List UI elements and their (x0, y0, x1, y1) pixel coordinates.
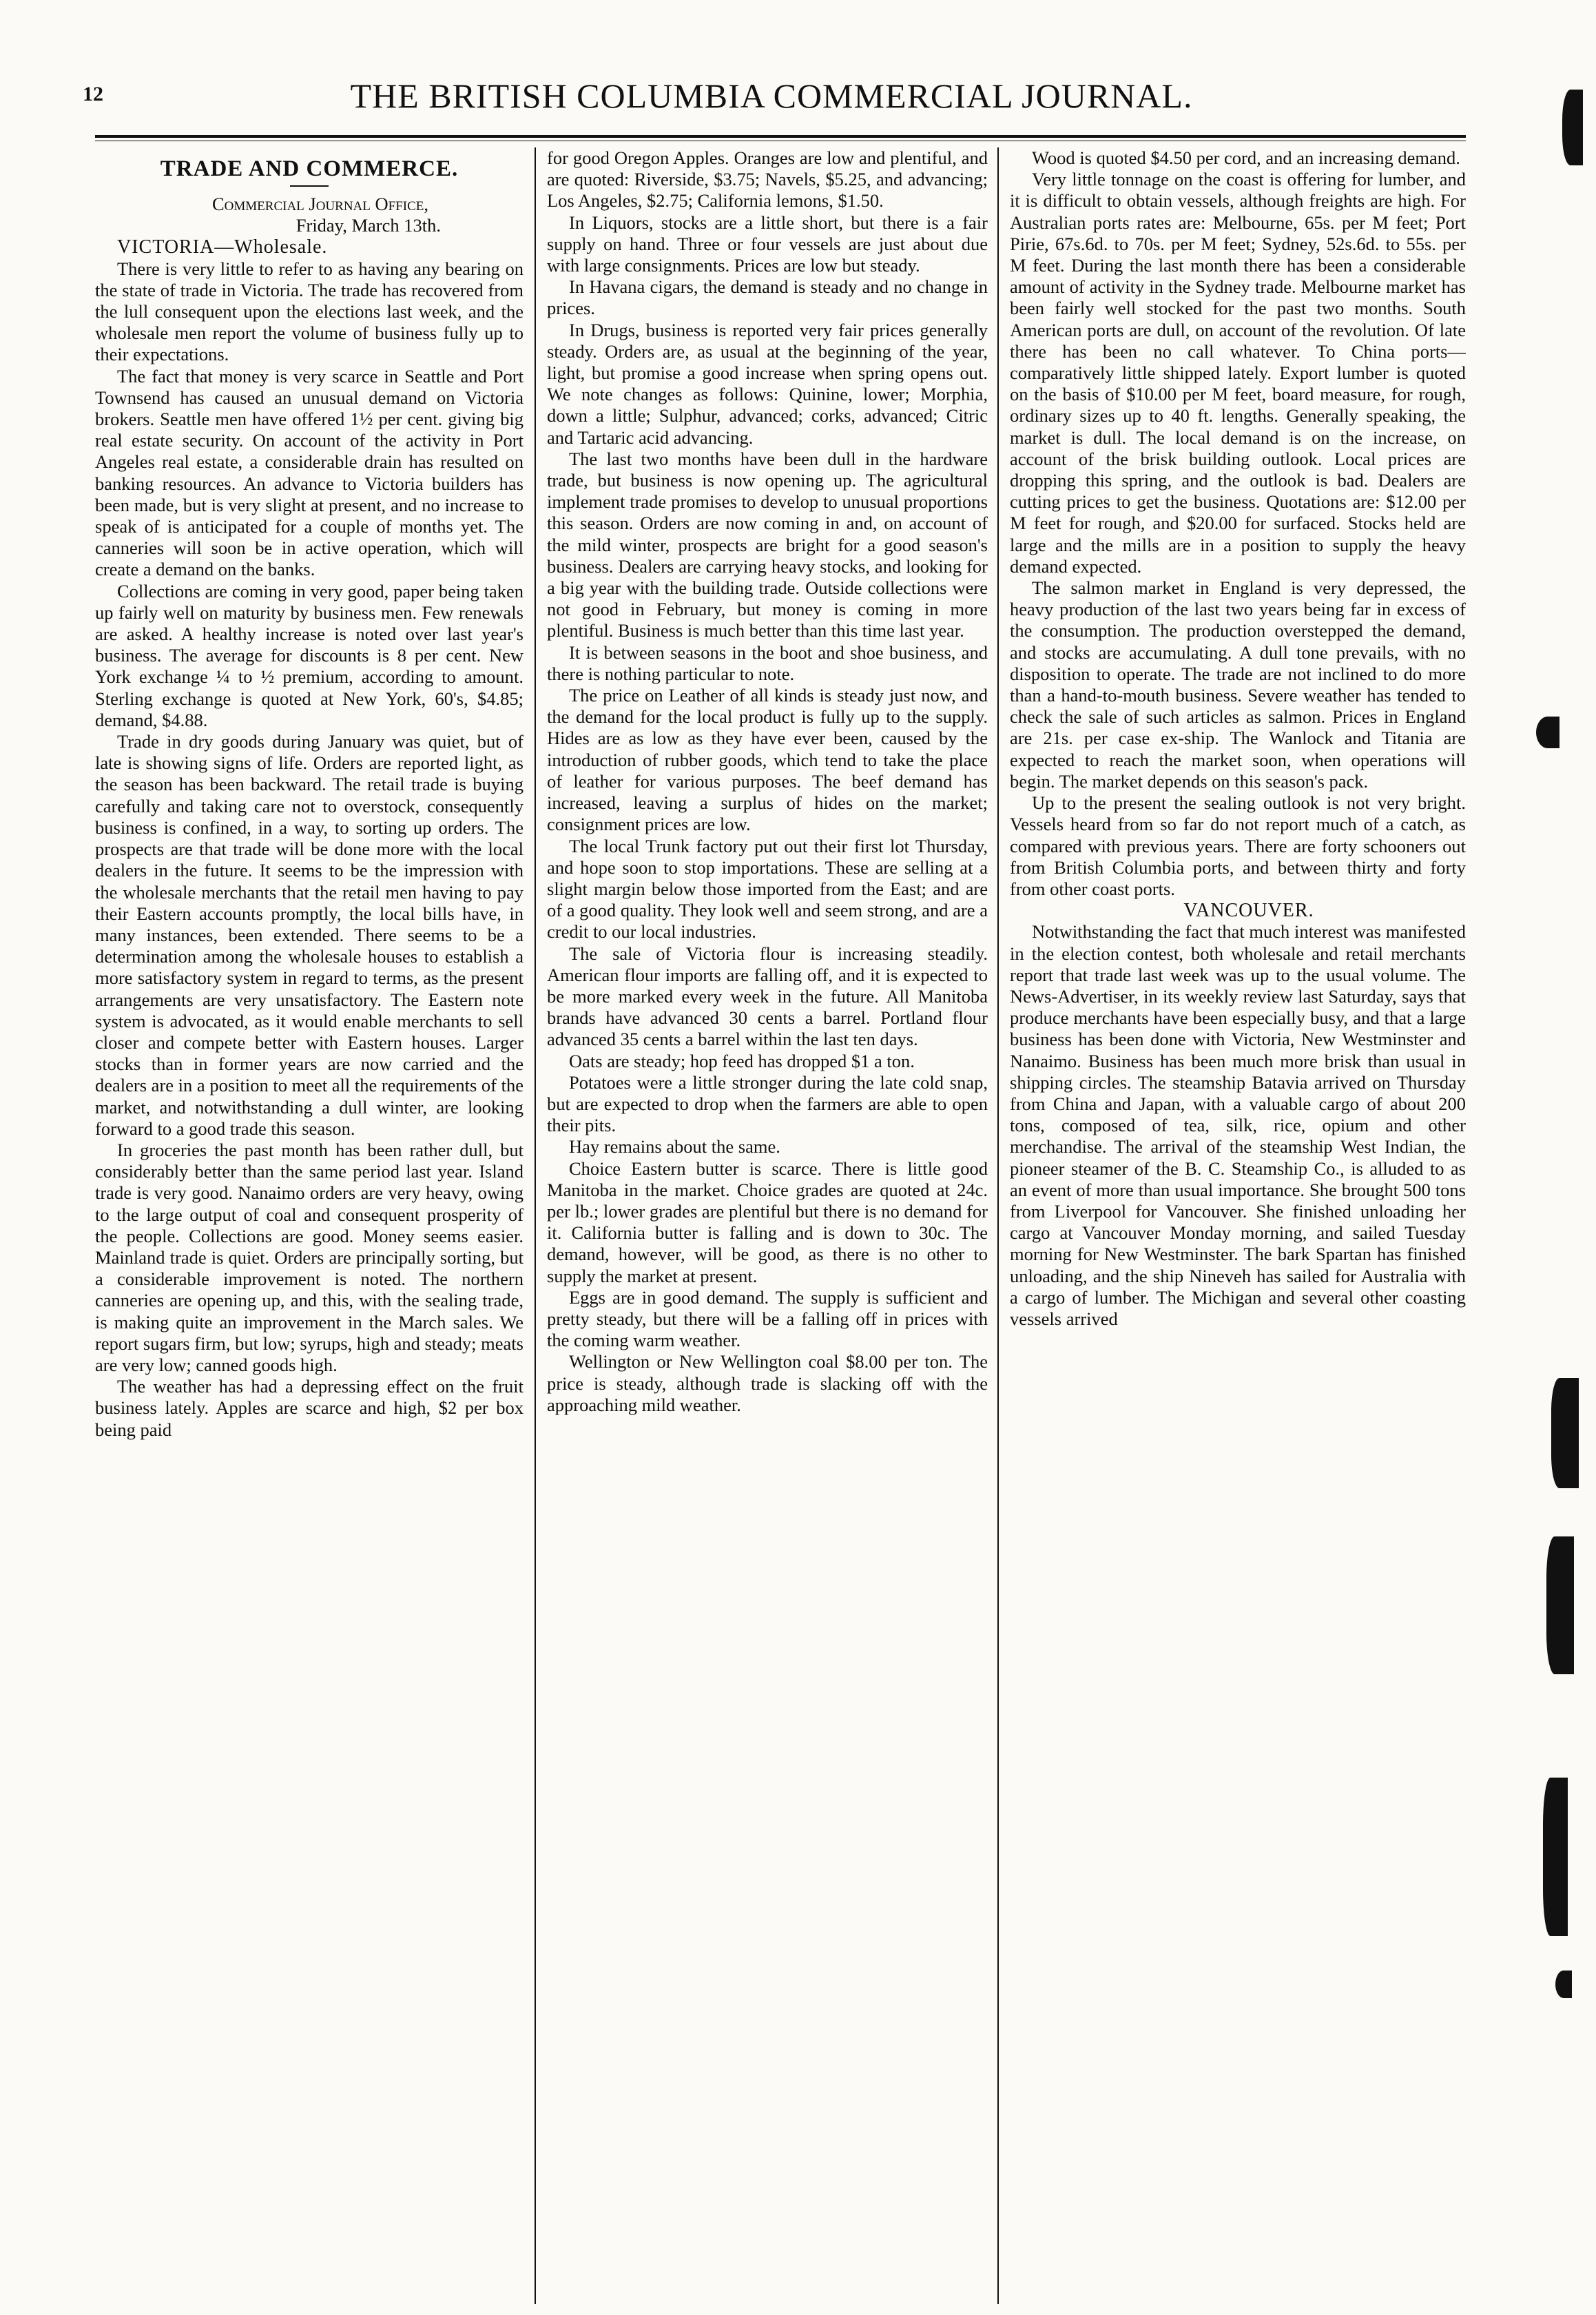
paragraph: Eggs are in good demand. The supply is sufficient and pretty steady, but there will be a falling off in prices with the coming warm weather. (547, 1286, 988, 1351)
edge-damage-mark (1536, 717, 1559, 748)
paragraph: Trade in dry goods during January was quiet, but of late is showing signs of life. Orders are reported light, as the season has been backward. The retail trade is buying carefully and taking care not to overstock, consequently business is confined, in a way, to sorting up orders. The prospects are that trade will be done more with the local dealers in the future. It seems to be the impression with the wholesale merchants that the retail men having to pay their Eastern accounts promptly, the local bills have, in many instances, been extended. There seems to be a determination among the wholesale houses to establish a more satisfactory system in regard to terms, as the present arrangements are very unsatisfactory. The Eastern note system is advocated, as it would enable merchants to sell closer and compete better with Eastern houses. Larger stocks than in former years are now carried and the dealers are in a position to meet all the requirements of the market, and notwithstanding a dull winter, are looking forward to a good trade this season. (95, 731, 524, 1139)
subhead-vancouver: VANCOUVER. (1183, 900, 1314, 922)
header-rule (95, 135, 1466, 138)
paragraph: The sale of Victoria flour is increasing steadily. American flour imports are falling off, and it is expected to be more marked every week in the future. All Manitoba brands have advanced 30 cents a barrel. Portland flour advanced 35 cents a barrel within the last ten days. (547, 943, 988, 1050)
paragraph: The fact that money is very scarce in Seattle and Port Townsend has caused an unusual demand on Victoria brokers. Seattle men have offered 1½ per cent. giving big real estate security. On account of the activity in Port Angeles real estate, a considerable drain has resulted on banking resources. An advance to Victoria builders has been made, but is very slight at present, and no increase to speak of is anticipated for a couple of months yet. The canneries will soon be in active operation, which will create a demand on the banks. (95, 365, 524, 580)
edge-damage-mark (1546, 1536, 1574, 1674)
paragraph: for good Oregon Apples. Oranges are low and plentiful, and are quoted: Riverside, $3.75; Navels, $5.25, and advancing; Los Angeles, $2.75; California lemons, $1.50. (547, 147, 988, 212)
paragraph: Oats are steady; hop feed has dropped $1 a ton. (569, 1050, 915, 1071)
paragraph: Choice Eastern butter is scarce. There is little good Manitoba in the market. Choice grades are quoted at 24c. per lb.; lower grades are plentiful but there is no demand for it. California butter is falling and is down to 30c. The demand, however, will be good, as there is no other to supply the market at present. (547, 1158, 988, 1286)
office-line: Commercial Journal Office, (211, 194, 429, 215)
section-title: TRADE AND COMMERCE. (160, 156, 459, 181)
paragraph: Collections are coming in very good, paper being taken up fairly well on maturity by business men. Few renewals are asked. A healthy increase is noted over last year's business. The average for discounts is 8 per cent. New York exchange ¼ to ½ premium, according to amount. Sterling exchange is quoted at New York, 60's, $4.85; demand, $4.88. (95, 580, 524, 730)
paragraph: In Drugs, business is reported very fair prices generally steady. Orders are, as usual at the beginning of the year, light, but promise a good increase when spring opens out. We note changes as follows: Quinine, lower; Morphia, down a little; Sulphur, advanced; corks, advanced; Citric and Tartaric acid advancing. (547, 319, 988, 448)
paragraph: The salmon market in England is very depressed, the heavy production of the last two years being far in excess of the consumption. The production overstepped the demand, and stocks are accumulating. A dull tone prevails, with no disposition to operate. The trade are not inclined to do more than a hand-to-mouth business. Severe weather has tended to check the sale of such articles as salmon. Prices in England are 21s. per case ex-ship. The Wanlock and Titania are expected to reach the market soon, when operations will begin. The market depends on this season's pack. (1010, 577, 1466, 792)
edge-damage-mark (1555, 1971, 1572, 1998)
paragraph: In Havana cigars, the demand is steady and no change in prices. (547, 276, 988, 319)
edge-damage-mark (1551, 1378, 1579, 1488)
column-2 (536, 147, 999, 2304)
paragraph: There is very little to refer to as having any bearing on the state of trade in Victoria. The trade has recovered from the lull consequent upon the elections last week, and the wholesale men report the volume of business fully up to their expectations. (95, 258, 524, 365)
column-1 (95, 147, 536, 2304)
paragraph: Hay remains about the same. (569, 1136, 780, 1158)
paragraph: The price on Leather of all kinds is steady just now, and the demand for the local product is fully up to the supply. Hides are as low as they have ever been, caused by the introduction of rubber goods, which tend to take the place of leather for various purposes. The beef demand has increased, leaving a surplus of hides on the market; consignment prices are low. (547, 685, 988, 835)
subhead-victoria: VICTORIA—Wholesale. (117, 236, 328, 258)
paragraph: Potatoes were a little stronger during the late cold snap, but are expected to drop when the farmers are able to open their pits. (547, 1071, 988, 1136)
journal-title: THE BRITISH COLUMBIA COMMERCIAL JOURNAL. (350, 76, 1193, 115)
paragraph: In groceries the past month has been rather dull, but considerably better than the same period last year. Island trade is very good. Nanaimo orders are very heavy, owing to the large output of coal and consequent prosperity of the people. Collections are good. Money seems easier. Mainland trade is quiet. Orders are principally sorting, but a considerable improvement is noted. The northern canneries are opening up, and this, with the sealing trade, is making quite an improvement in the March sales. We report sugars firm, but low; syrups, high and steady; meats are very low; canned goods high. (95, 1139, 524, 1375)
paragraph: Up to the present the sealing outlook is not very bright. Vessels heard from so far do not report much of a catch, as compared with previous years. There are forty schooners out from British Columbia ports, and between thirty and forty from other coast ports. (1010, 792, 1466, 899)
paragraph: In Liquors, stocks are a little short, but there is a fair supply on hand. Three or four vessels are just about due with large consignments. Prices are low but steady. (547, 212, 988, 276)
page-number: 12 (83, 83, 103, 105)
title-rule (290, 185, 329, 187)
paragraph: The weather has had a depressing effect on the fruit business lately. Apples are scarce and high, $2 per box being paid (95, 1376, 524, 1440)
paragraph: Wood is quoted $4.50 per cord, and an increasing demand. (1032, 147, 1460, 168)
paragraph: The local Trunk factory put out their first lot Thursday, and hope soon to stop importations. These are selling at a slight margin below those imported from the East; and are of a good quality. They look well and seem strong, and are a credit to our local industries. (547, 835, 988, 943)
article-columns (95, 147, 1466, 2304)
paragraph: Wellington or New Wellington coal $8.00 per ton. The price is steady, although trade is slacking off with the approaching mild weather. (547, 1351, 988, 1415)
column-3 (999, 147, 1466, 2304)
paragraph: Very little tonnage on the coast is offering for lumber, and it is difficult to obtain vessels, although freights are high. For Australian ports rates are: Melbourne, 65s. per M feet; Port Pirie, 67s.6d. to 70s. per M feet; Sydney, 52s.6d. to 55s. per M feet. During the last month there has been a considerable amount of activity in the Sydney trade. Melbourne market has been fairly well stocked for the past two months. South American ports are dull, on account of the revolution. Of late there has been no call whatever. To China ports—comparatively little shipped lately. Export lumber is quoted on the basis of $10.00 per M feet, board measure, for rough, ordinary sizes up to 40 ft. lengths. Generally speaking, the market is dull. The local demand is on the increase, on account of the brisk building outlook. Local prices are dropping this spring, and the outlook is bad. Dealers are cutting prices to get the business. Quotations are: $12.00 per M feet for rough, and $20.00 for surfaced. Stocks held are large and the mills are in a position to supply the heavy demand expected. (1010, 169, 1466, 577)
page-header (83, 63, 1460, 125)
paragraph: Notwithstanding the fact that much interest was manifested in the election contest, both wholesale and retail merchants report that trade last week was up to the usual volume. The News-Advertiser, in its weekly review last Saturday, says that produce merchants have been especially busy, and that a large business has been done with Victoria, New Westminster and Nanaimo. Business has been much more brisk than usual in shipping circles. The steamship Batavia arrived on Thursday from China and Japan, with a valuable cargo of about 200 tons, composed of tea, silk, rice, opium and other merchandise. The arrival of the steamship West Indian, the pioneer steamer of the B. C. Steamship Co., is alluded to as an event of more than usual importance. She brought 500 tons from Liverpool for Vancouver. She finished unloading her cargo at Vancouver Monday morning, and sailed Tuesday morning for New Westminster. The bark Spartan has finished unloading, and the ship Nineveh has sailed for Australia with a cargo of lumber. The Michigan and several other coasting vessels arrived (1010, 921, 1466, 1329)
edge-damage-mark (1543, 1778, 1568, 1936)
date-line: Friday, March 13th. (296, 215, 441, 236)
paragraph: It is between seasons in the boot and shoe business, and there is nothing particular to note. (547, 641, 988, 684)
edge-damage-mark (1562, 90, 1583, 165)
paragraph: The last two months have been dull in the hardware trade, but business is now opening up. The agricultural implement trade promises to develop to unusual proportions this season. Orders are now coming in and, on account of the mild winter, prospects are bright for a good season's business. Dealers are carrying heavy stocks, and looking for a big year with the building trade. Outside collections were not good in February, but money is coming in more plentiful. Business is much better than this time last year. (547, 448, 988, 641)
